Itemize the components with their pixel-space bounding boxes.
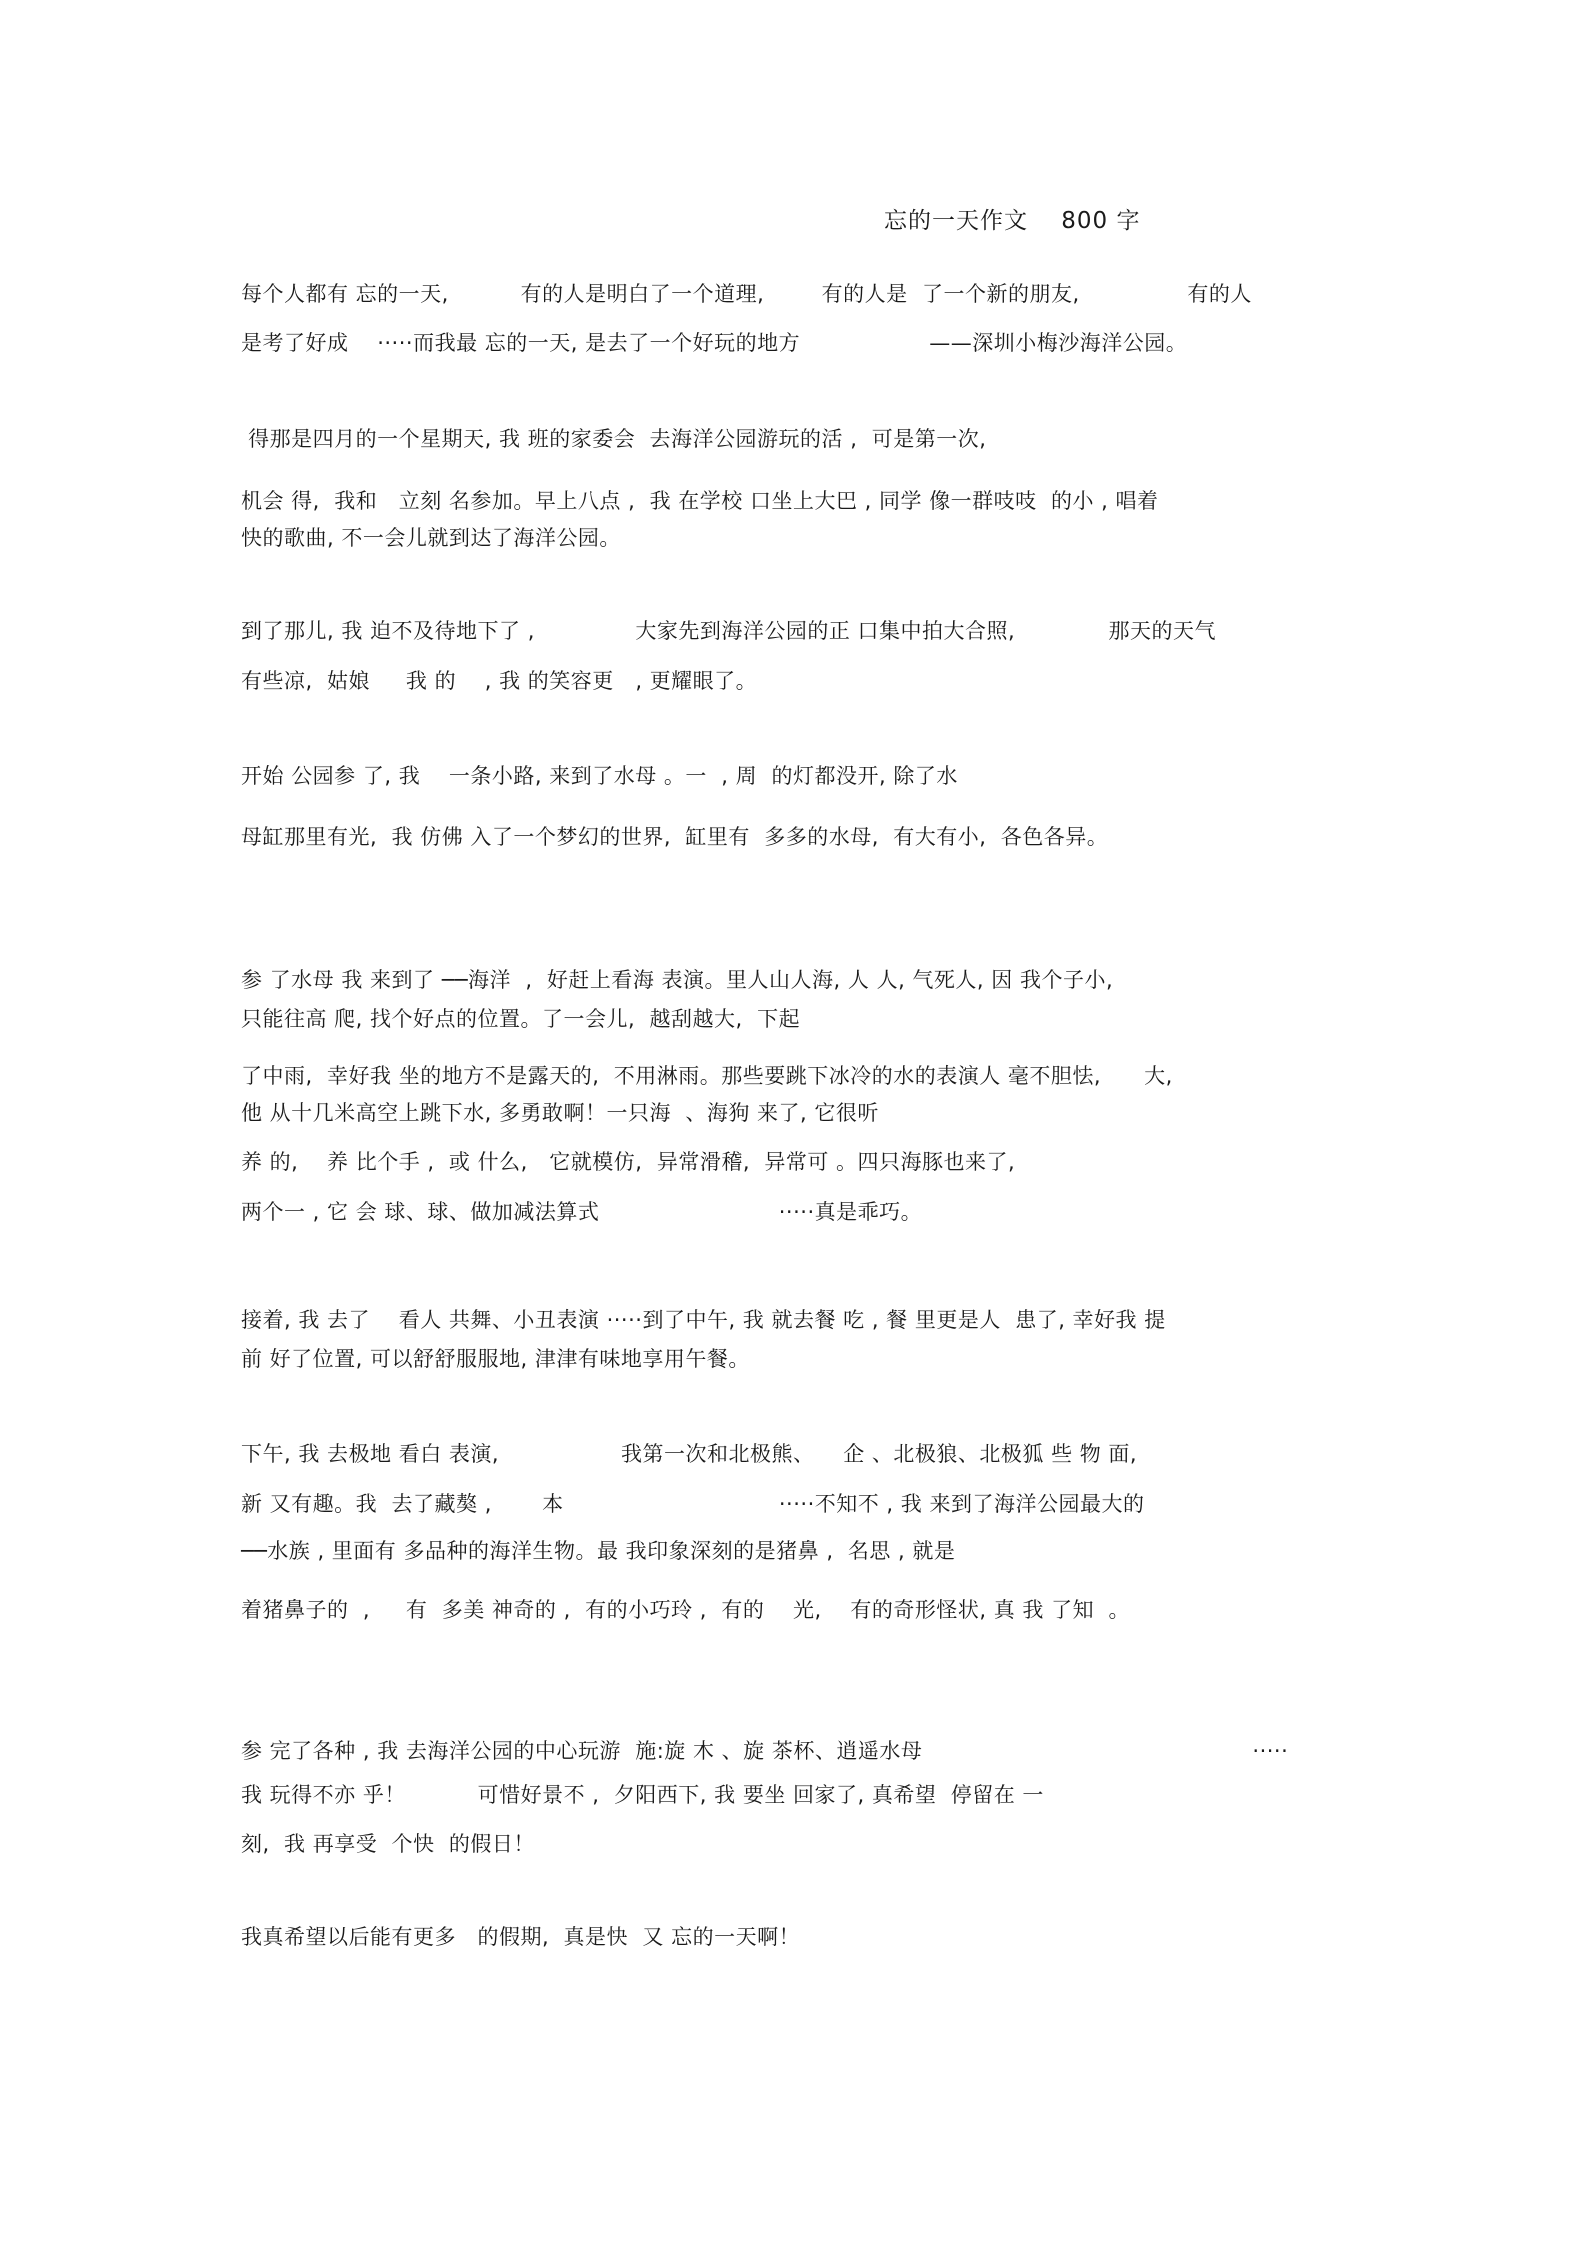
paragraph-line: 有些凉, 姑娘 我 的 , 我 的笑容更 , 更耀眼了。 (241, 669, 758, 693)
paragraph-line: 得那是四月的一个星期天, 我 班的家委会 去海洋公园游玩的活 , 可是第一次, (241, 427, 987, 451)
paragraph-line: 每个人都有 忘的一天, 有的人是明白了一个道理, 有的人是 了一个新的朋友, 有的人 (241, 282, 1252, 306)
paragraph-line: 我真希望以后能有更多 的假期, 真是快 又 忘的一天啊！ (241, 1925, 801, 1949)
paragraph-line: 参 了水母 我 来到了 ──海洋 , 好赶上看海 表演。里人山人海, 人 人, 气死人, 因 我个子小, (241, 968, 1114, 992)
paragraph-line: 他 从十几米高空上跳下水, 多勇敢啊！一只海 、海狗 来了, 它很听 (241, 1101, 879, 1125)
paragraph-line: 母缸那里有光, 我 仿佛 入了一个梦幻的世界, 缸里有 多多的水母, 有大有小, 各色各异。 (241, 825, 1109, 849)
paragraph-line: 开始 公园参 了, 我 一条小路, 来到了水母 。一 , 周 的灯都没开, 除了水 (241, 764, 958, 788)
paragraph-line: 养 的, 养 比个手 , 或 什么, 它就模仿, 异常滑稽, 异常可 。四只海豚也来了, (241, 1150, 1016, 1174)
paragraph-line: 只能往高 爬, 找个好点的位置。了一会儿, 越刮越大, 下起 (241, 1007, 801, 1031)
paragraph-line: 两个一 , 它 会 球、球、做加减法算式 ·····真是乖巧。 (241, 1200, 923, 1224)
essay-title: 忘的一天作文 800 字 (884, 208, 1141, 234)
paragraph-line: 着猪鼻子的 , 有 多美 神奇的 , 有的小巧玲 , 有的 光, 有的奇形怪状, 真 我 了知 。 (241, 1598, 1130, 1622)
paragraph-line: 了中雨, 幸好我 坐的地方不是露天的, 不用淋雨。那些要跳下冰冷的水的表演人 毫不胆怯, 大, (241, 1064, 1173, 1088)
paragraph-line: 机会 得, 我和 立刻 名参加。早上八点 , 我 在学校 口坐上大巴 , 同学 像一群吱吱 的小 , 唱着 (241, 489, 1159, 513)
paragraph-line: 新 又有趣。我 去了藏獒 , 本 ·····不知不 , 我 来到了海洋公园最大的 (241, 1492, 1145, 1516)
paragraph-line: 刻, 我 再享受 个快 的假日！ (241, 1832, 535, 1856)
paragraph-line: 我 玩得不亦 乎！ 可惜好景不 , 夕阳西下, 我 要坐 回家了, 真希望 停留在 一 (241, 1783, 1044, 1807)
paragraph-line: 快的歌曲, 不一会儿就到达了海洋公园。 (241, 526, 621, 550)
paragraph-line: 接着, 我 去了 看人 共舞、小丑表演 ·····到了中午, 我 就去餐 吃 , 餐 里更是人 患了, 幸好我 提 (241, 1308, 1166, 1332)
paragraph-line: 参 完了各种 , 我 去海洋公园的中心玩游 施:旋 木 、旋 茶杯、逍遥水母 ····· (241, 1739, 1289, 1763)
paragraph-line: 到了那儿, 我 迫不及待地下了 , 大家先到海洋公园的正 口集中拍大合照, 那天的天气 (241, 619, 1216, 643)
paragraph-line: 是考了好成 ·····而我最 忘的一天, 是去了一个好玩的地方 ——深圳小梅沙海洋公园。 (241, 331, 1188, 355)
paragraph-line: 前 好了位置, 可以舒舒服服地, 津津有味地享用午餐。 (241, 1347, 750, 1371)
paragraph-line: ──水族 , 里面有 多品种的海洋生物。最 我印象深刻的是猪鼻 , 名思 , 就是 (241, 1539, 956, 1563)
paragraph-line: 下午, 我 去极地 看白 表演, 我第一次和北极熊、 企 、北极狼、北极狐 些 物 面, (241, 1442, 1138, 1466)
